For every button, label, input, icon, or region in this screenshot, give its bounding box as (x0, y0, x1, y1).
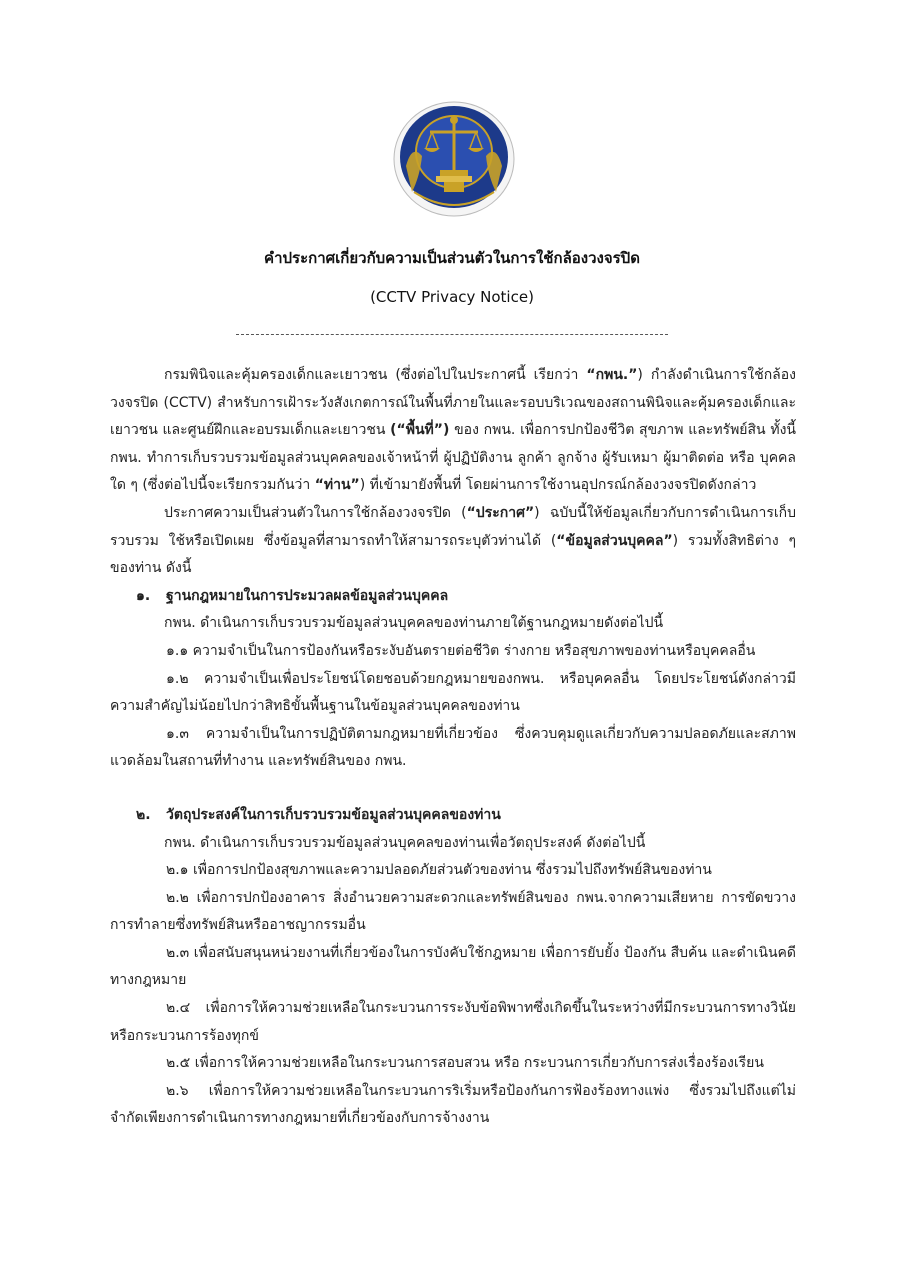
section-2-item: ๒.๒ เพื่อการปกป้องอาคาร สิ่งอำนวยความสะดวกและทรัพย์สินของ กพน.จากความเสียหาย การขัดขวาง การทำลายซึ่งทรัพย์สินหรืออาชญากรรมอื่น (110, 889, 796, 934)
section-1-lead: กพน. ดำเนินการเก็บรวบรวมข้อมูลส่วนบุคคลของท่านภายใต้ฐานกฎหมายดังต่อไปนี้ (164, 615, 664, 632)
section-2-item: ๒.๖ เพื่อการให้ความช่วยเหลือในกระบวนการริเริ่มหรือป้องกันการฟ้องร้องทางแพ่ง ซึ่งรวมไปถึงแต่ไม่จำกัดเพียงการดำเนินการทางกฎหมายที่เกี่ยวข้องกับการจ้างงาน (110, 1082, 796, 1127)
section-2-item: ๒.๓ เพื่อสนับสนุนหน่วยงานที่เกี่ยวข้องในการบังคับใช้กฎหมาย เพื่อการยับยั้ง ป้องกัน สืบค้น และดำเนินคดีทางกฎหมาย (110, 944, 796, 989)
section-2-item: ๒.๔ เพื่อการให้ความช่วยเหลือในกระบวนการระงับข้อพิพาทซึ่งเกิดขึ้นในระหว่างที่มีกระบวนการทางวินัยหรือกระบวนการร้องทุกข์ (110, 1000, 796, 1044)
section-2-heading: ๒. วัตถุประสงค์ในการเก็บรวบรวมข้อมูลส่วนบุคคลของท่าน (136, 806, 501, 823)
section-1-item: ๑.๓ ความจำเป็นในการปฏิบัติตามกฎหมายที่เกี่ยวข้อง ซึ่งควบคุมดูแลเกี่ยวกับความปลอดภัยและสภาพแวดล้อมในสถานที่ทำงาน และทรัพย์สินของ กพน. (110, 725, 796, 770)
section-2-item: ๒.๑ เพื่อการปกป้องสุขภาพและความปลอดภัยส่วนตัวของท่าน ซึ่งรวมไปถึงทรัพย์สินของท่าน (166, 862, 712, 879)
section-2-lead: กพน. ดำเนินการเก็บรวบรวมข้อมูลส่วนบุคคลของท่านเพื่อวัตถุประสงค์ ดังต่อไปนี้ (164, 834, 646, 851)
section-1-item: ๑.๒ ความจำเป็นเพื่อประโยชน์โดยชอบด้วยกฎหมายของกพน. หรือบุคคลอื่น โดยประโยชน์ดังกล่าวมีความสำคัญไม่น้อยไปกว่าสิทธิขั้นพื้นฐานในข้อมูลส่วนบุคคลของท่าน (110, 670, 796, 715)
document-subtitle: (CCTV Privacy Notice) (370, 288, 534, 306)
divider (236, 334, 668, 335)
intro-paragraph-2: ประกาศความเป็นส่วนตัวในการใช้กล้องวงจรปิด (“ประกาศ”) ฉบับนี้ให้ข้อมูลเกี่ยวกับการดำเนินการเก็บรวบรวม ใช้หรือเปิดเผย ซึ่งข้อมูลที่สามารถทำให้สามารถระบุตัวท่านได้ (“ข้อมูลส่วนบุคคล”) รวมทั้งสิทธิต่าง ๆ ของท่าน ดังนี้ (110, 504, 796, 577)
section-1-item: ๑.๑ ความจำเป็นในการป้องกันหรือระงับอันตรายต่อชีวิต ร่างกาย หรือสุขภาพของท่านหรือบุคคลอื่น (166, 642, 756, 659)
intro-paragraph-1: กรมพินิจและคุ้มครองเด็กและเยาวชน (ซึ่งต่อไปในประกาศนี้ เรียกว่า “กพน.”) กำลังดำเนินการใช้กล้องวงจรปิด (CCTV) สำหรับการเฝ้าระวังสังเกตการณ์ในพื้นที่ภายในและรอบบริเวณของสถานพินิจและคุ้มครองเด็กและเยาวชน และศูนย์ฝึกและอบรมเด็กและเยาวชน (“พื้นที่”) ของ กพน. เพื่อการปกป้องชีวิต สุขภาพ และทรัพย์สิน ทั้งนี้ กพน. ทำการเก็บรวบรวมข้อมูลส่วนบุคคลของเจ้าหน้าที่ ผู้ปฏิบัติงาน ลูกค้า ลูกจ้าง ผู้รับเหมา ผู้มาติดต่อ หรือ บุคคลใด ๆ (ซึ่งต่อไปนี้จะเรียกรวมกันว่า “ท่าน”) ที่เข้ามายังพื้นที่ โดยผ่านการใช้งานอุปกรณ์กล้องวงจรปิดดังกล่าว (110, 367, 796, 494)
department-logo (392, 100, 516, 218)
section-1-heading: ๑. ฐานกฎหมายในการประมวลผลข้อมูลส่วนบุคคล (136, 587, 449, 604)
document-body (110, 362, 796, 1133)
document-title: คำประกาศเกี่ยวกับความเป็นส่วนตัวในการใช้กล้องวงจรปิด (264, 249, 640, 267)
seal-icon (392, 100, 516, 218)
section-2-item: ๒.๕ เพื่อการให้ความช่วยเหลือในกระบวนการสอบสวน หรือ กระบวนการเกี่ยวกับการส่งเรื่องร้องเรียน (166, 1055, 764, 1072)
